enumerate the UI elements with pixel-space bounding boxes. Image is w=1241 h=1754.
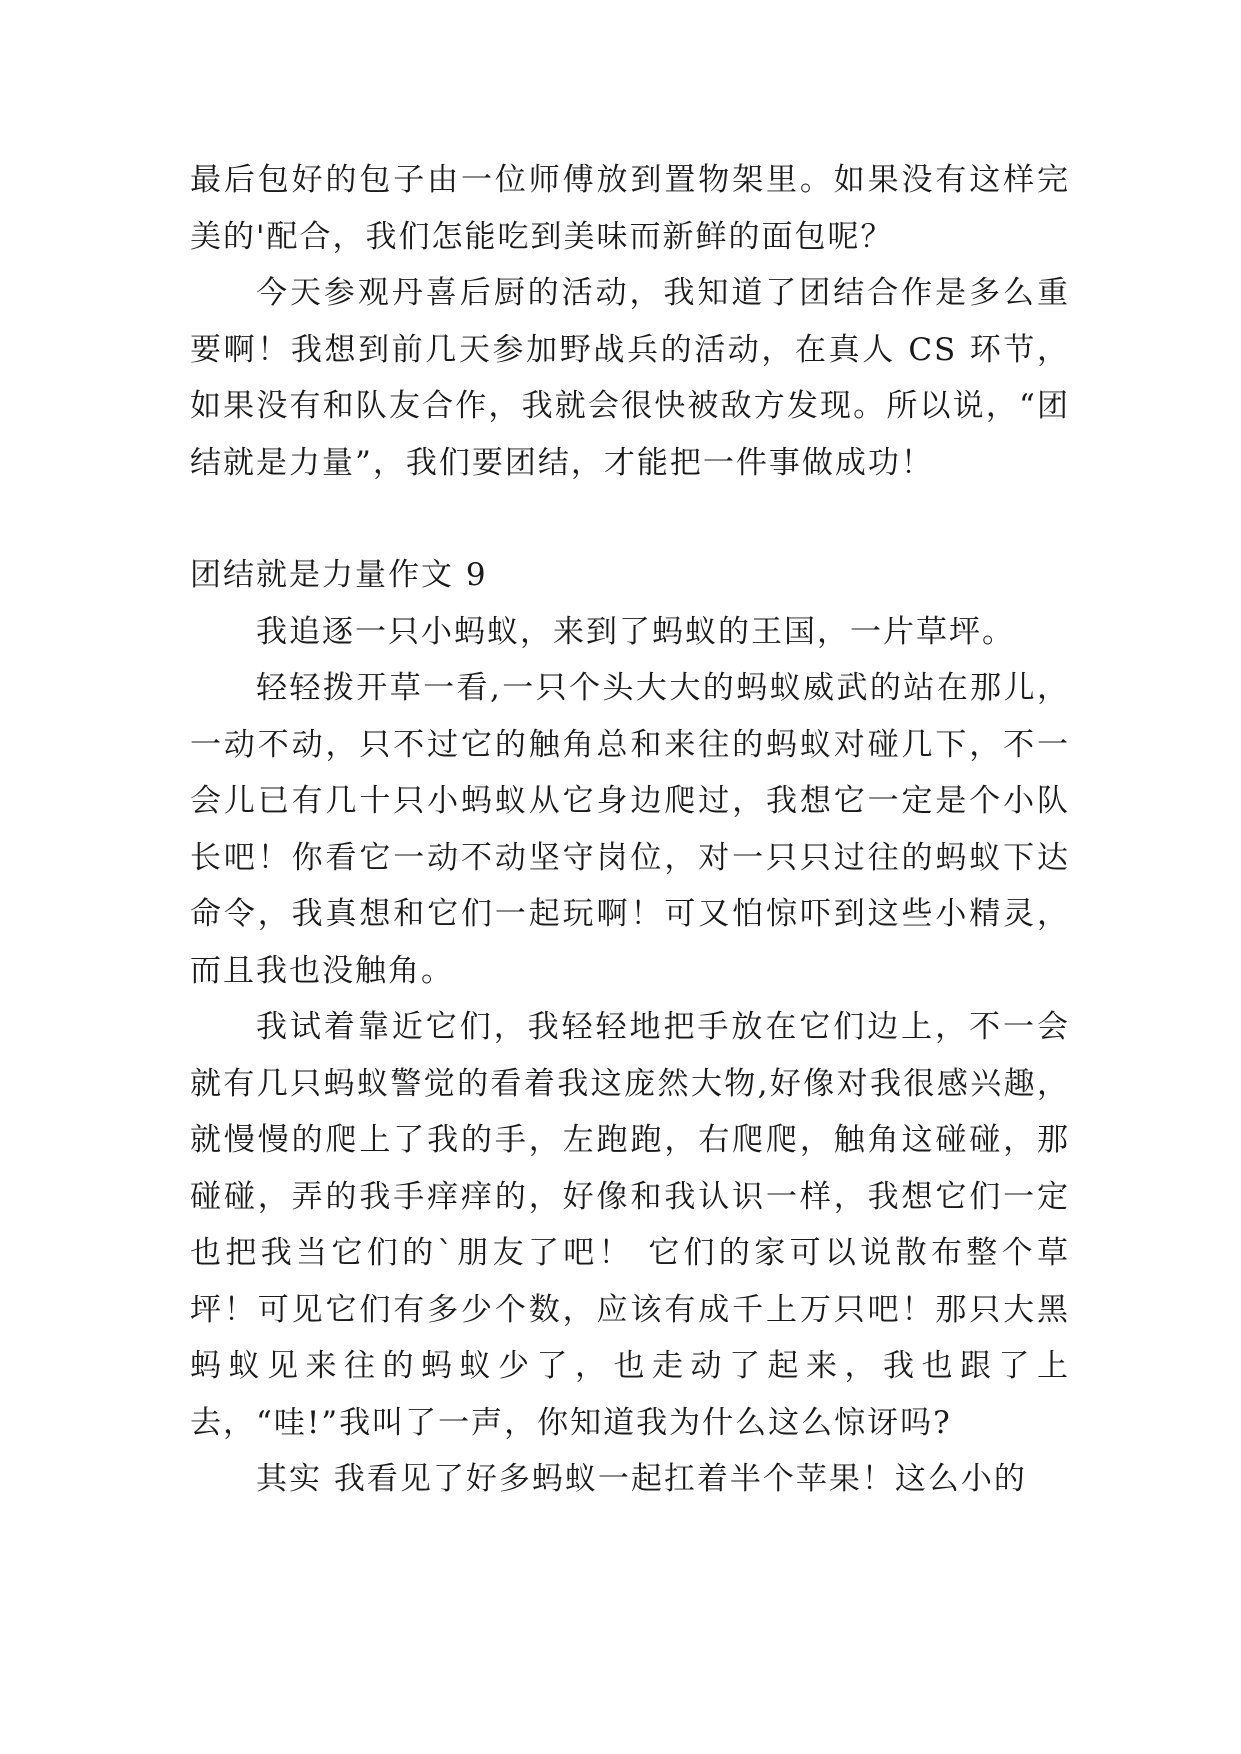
paragraph-9-4: 其实 我看见了好多蚂蚁一起扛着半个苹果！这么小的 [256,1461,1027,1497]
paragraph-intro-2: 今天参观丹喜后厨的活动，我知道了团结合作是多么重要啊！我想到前几天参加野战兵的活动，在真人 CS 环节，如果没有和队友合作，我就会很快被敌方发现。所以说，“团结就是力量”，我们要团结，才能把一件事做成功！ [190,275,1070,481]
paragraph-intro-1: 最后包好的包子由一位师傅放到置物架里。如果没有这样完美的'配合，我们怎能吃到美味而新鲜的面包呢？ [190,162,1070,255]
document-body [190,152,1070,1508]
paragraph-9-2: 轻轻拨开草一看,一只个头大大的蚂蚁威武的站在那儿，一动不动，只不过它的触角总和来往的蚂蚁对碰几下，不一会儿已有几十只小蚂蚁从它身边爬过，我想它一定是个小队长吧！你看它一动不动坚守岗位，对一只只过往的蚂蚁下达命令，我真想和它们一起玩啊！可又怕惊吓到这些小精灵，而且我也没触角。 [190,670,1070,989]
paragraph-9-1: 我追逐一只小蚂蚁，来到了蚂蚁的王国，一片草坪。 [256,613,1015,650]
paragraph-9-3: 我试着靠近它们，我轻轻地把手放在它们边上，不一会就有几只蚂蚁警觉的看着我这庞然大物,好像对我很感兴趣，就慢慢的爬上了我的手，左跑跑，右爬爬，触角这碰碰，那碰碰，弄的我手痒痒的，好像和我认识一样，我想它们一定也把我当它们的`朋友了吧！ 它们的家可以说散布整个草坪！可见它们有多少个数，应该有成千上万只吧！那只大黑蚂蚁见来往的蚂蚁少了，也走动了起来，我也跟了上去，“哇!”我叫了一声，你知道我为什么这么惊讶吗? [190,1009,1070,1441]
section-title: 团结就是力量作文 9 [190,557,488,593]
